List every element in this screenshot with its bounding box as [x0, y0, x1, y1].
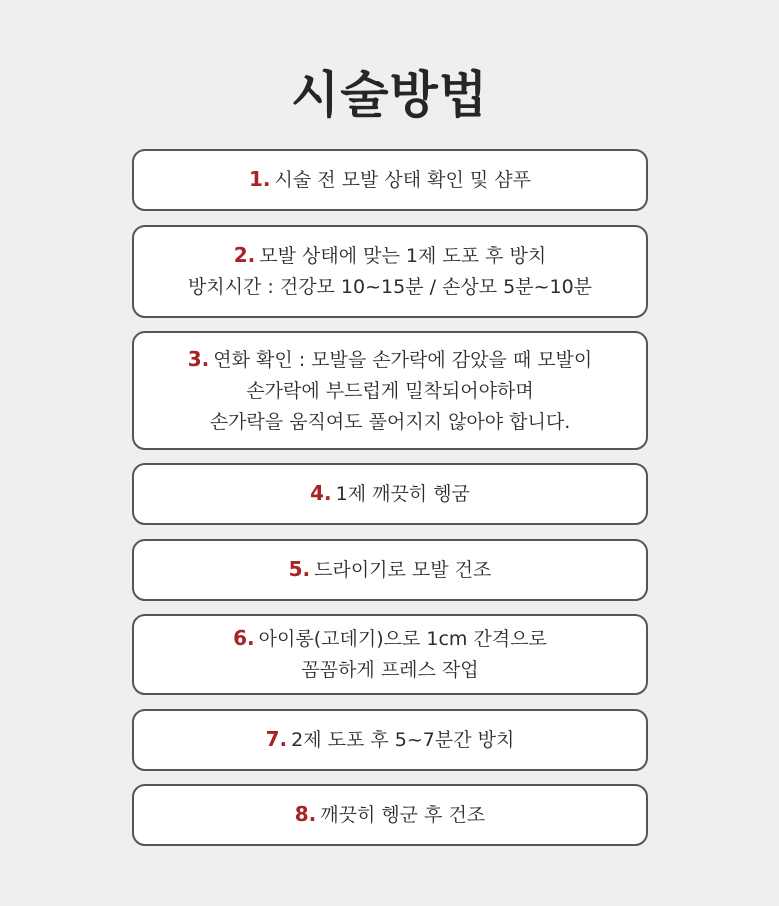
- step-text: 아이롱(고데기)으로 1cm 간격으로: [258, 628, 547, 650]
- step-text: 깨끗히 헹군 후 건조: [320, 804, 486, 826]
- page-title: 시술방법: [290, 66, 489, 124]
- step-line: [295, 799, 485, 831]
- step-1-card: [132, 149, 648, 211]
- step-number: 1.: [248, 167, 271, 191]
- step-line: 방치시간 : 건강모 10~15분 / 손상모 5분~10분: [187, 276, 593, 298]
- step-text: 2제 도포 후 5~7분간 방치: [291, 729, 515, 751]
- step-3-card: [132, 331, 648, 450]
- step-number: 8.: [294, 802, 317, 826]
- step-line: [289, 554, 492, 586]
- step-text: 드라이기로 모발 건조: [314, 559, 492, 581]
- step-5-card: [132, 539, 648, 601]
- step-number: 4.: [310, 481, 332, 505]
- step-6-card: [132, 614, 648, 695]
- step-line: 손가락에 부드럽게 밀착되어야하며: [246, 379, 534, 402]
- step-number: 5.: [288, 557, 311, 581]
- step-number: 3.: [187, 346, 210, 371]
- step-number: 7.: [265, 727, 288, 751]
- step-4-card: [132, 463, 648, 525]
- step-number: 2.: [233, 243, 256, 267]
- step-line: [233, 623, 547, 655]
- step-line: 꼼꼼하게 프레스 작업: [301, 659, 479, 681]
- step-8-card: [132, 784, 648, 846]
- step-text: 모발 상태에 맞는 1제 도포 후 방치: [259, 245, 547, 267]
- step-line: 손가락을 움직여도 풀어지지 않아야 합니다.: [209, 410, 571, 433]
- step-7-card: [132, 709, 648, 771]
- step-line: [266, 724, 515, 756]
- step-text: 시술 전 모발 상태 확인 및 샴푸: [274, 169, 531, 191]
- step-line: [249, 164, 531, 196]
- step-2-card: [132, 225, 648, 318]
- step-text: 1제 깨끗히 헹굼: [335, 483, 470, 505]
- step-line: [234, 240, 546, 272]
- step-line: [310, 478, 470, 510]
- step-line: [188, 344, 593, 376]
- step-text: 연화 확인 : 모발을 손가락에 감았을 때 모발이: [213, 348, 593, 371]
- step-number: 6.: [233, 626, 255, 650]
